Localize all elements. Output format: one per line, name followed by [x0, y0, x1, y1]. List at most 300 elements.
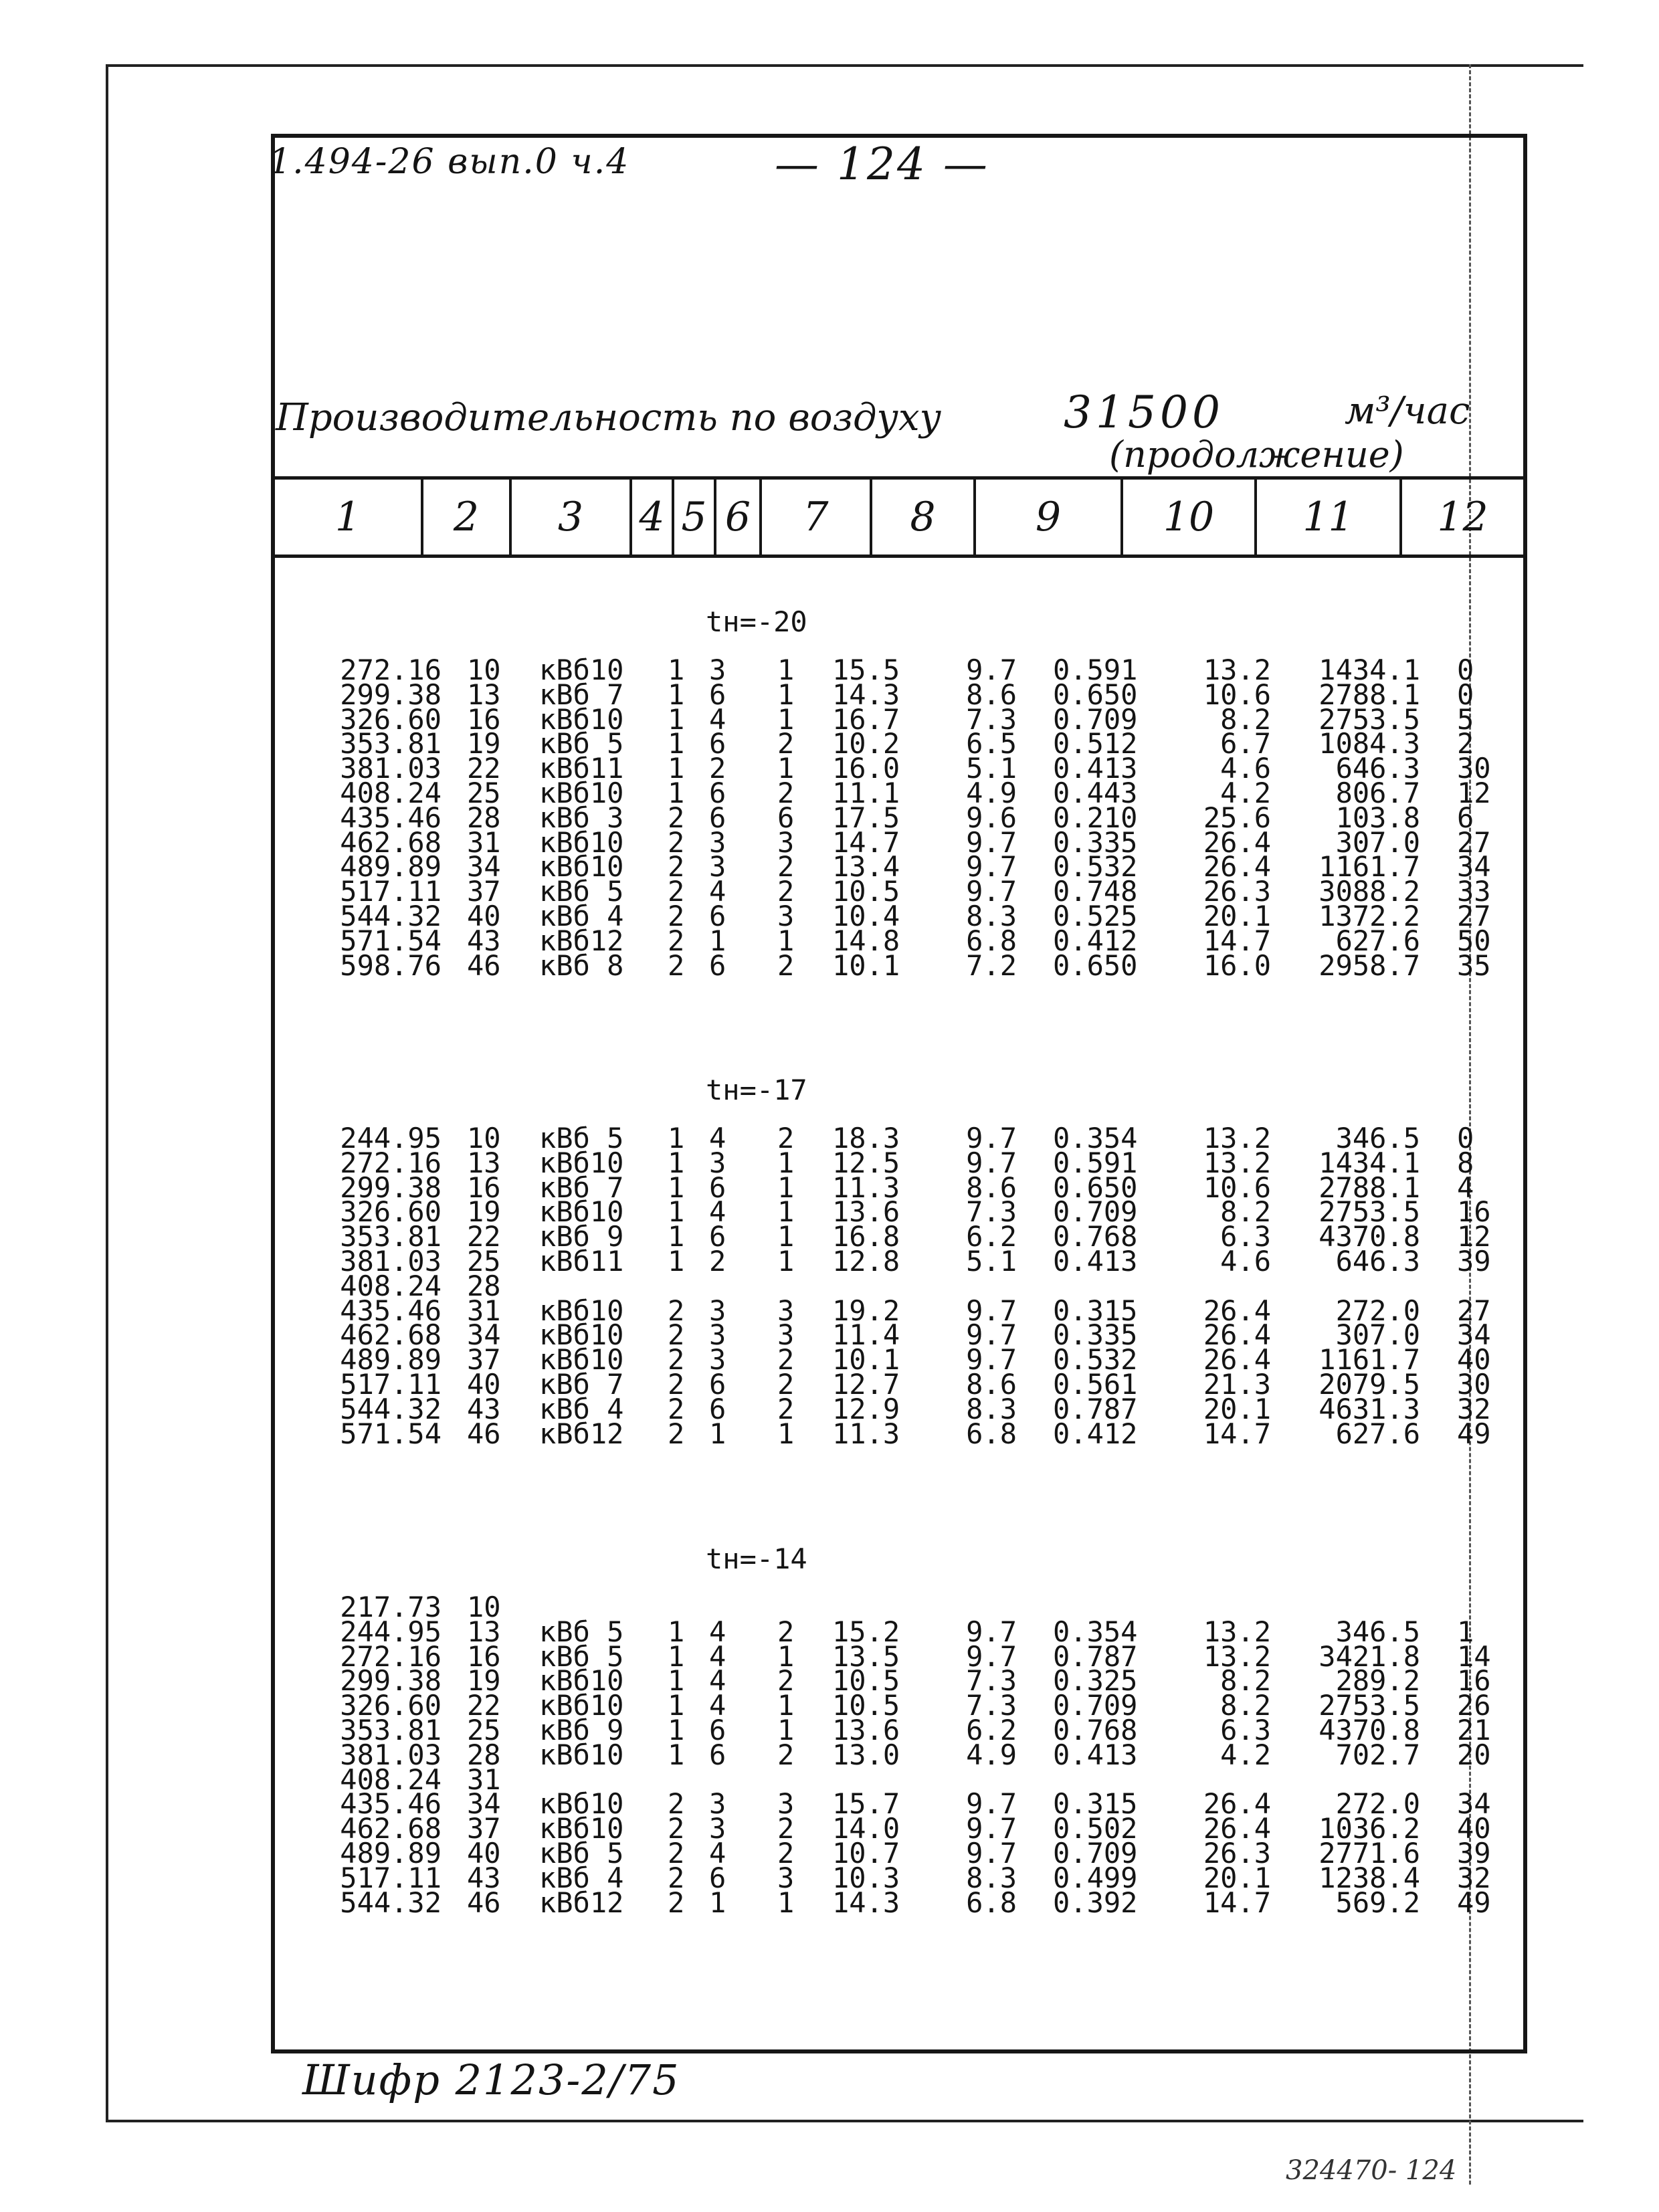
table-cell: 1 [668, 1220, 685, 1253]
table-cell: 4.6 [1220, 1245, 1271, 1278]
table-cell: 14.7 [1203, 1417, 1271, 1450]
table-cell: 9.7 [966, 1640, 1017, 1673]
table-cell: 34 [1457, 1787, 1491, 1820]
table-cell: 9.7 [966, 850, 1017, 883]
table-cell: кВб10 [539, 826, 624, 859]
table-cell: 10.7 [832, 1837, 900, 1870]
table-cell: кВб10 [539, 1146, 624, 1179]
table-cell: 2 [668, 1368, 685, 1401]
table-cell: 50 [1457, 924, 1491, 957]
table-cell: кВб10 [539, 1812, 624, 1845]
table-cell: 3 [709, 826, 726, 859]
airflow-unit: м³/час [1345, 389, 1470, 433]
table-cell: 13.2 [1203, 1640, 1271, 1673]
table-cell: 299.38 [340, 678, 442, 711]
table-cell: 27 [1457, 826, 1491, 859]
table-cell: 26.4 [1203, 1318, 1271, 1351]
table-cell: кВб 7 [539, 1171, 624, 1204]
table-cell: 646.3 [1335, 752, 1420, 785]
table-cell: 12 [1457, 777, 1491, 809]
table-cell: 544.32 [340, 1886, 442, 1919]
table-cell: кВб10 [539, 703, 624, 736]
table-cell: кВб12 [539, 1886, 624, 1919]
table-cell: 28 [467, 1270, 501, 1302]
table-cell: 1 [668, 703, 685, 736]
table-cell: 7.3 [966, 1664, 1017, 1697]
table-cell: 17.5 [832, 801, 900, 834]
airflow-value: 31500 [1064, 387, 1224, 438]
table-cell: 39 [1457, 1245, 1491, 1278]
table-cell: 806.7 [1335, 777, 1420, 809]
table-cell: 1161.7 [1319, 850, 1420, 883]
table-cell: 0.315 [1053, 1294, 1138, 1327]
table-cell: 8.2 [1220, 1664, 1271, 1697]
table-cell: 16 [467, 703, 501, 736]
table-cell: 14.7 [832, 826, 900, 859]
table-cell: 0.768 [1053, 1220, 1138, 1253]
table-cell: 16 [467, 1171, 501, 1204]
table-cell: 7.3 [966, 1689, 1017, 1722]
table-cell: 217.73 [340, 1591, 442, 1623]
table-cell: 2 [668, 850, 685, 883]
table-cell: 6 [1457, 801, 1474, 834]
table-cell: 627.6 [1335, 924, 1420, 957]
table-cell: 627.6 [1335, 1417, 1420, 1450]
table-cell: 1161.7 [1319, 1343, 1420, 1376]
table-cell: 326.60 [340, 1689, 442, 1722]
table-cell: 16.8 [832, 1220, 900, 1253]
table-cell: 244.95 [340, 1122, 442, 1154]
table-cell: 11.3 [832, 1417, 900, 1450]
table-cell: 381.03 [340, 752, 442, 785]
table-cell: 8.6 [966, 1368, 1017, 1401]
table-cell: кВб10 [539, 653, 624, 686]
table-cell: 14.3 [832, 1886, 900, 1919]
table-cell: 1 [777, 1714, 795, 1746]
table-cell: 19.2 [832, 1294, 900, 1327]
table-cell: 4.6 [1220, 752, 1271, 785]
table-cell: кВб10 [539, 1318, 624, 1351]
table-cell: 49 [1457, 1886, 1491, 1919]
table-cell: 19 [467, 1195, 501, 1228]
table-cell: кВб 9 [539, 1220, 624, 1253]
table-cell: кВб 5 [539, 727, 624, 760]
table-cell: 408.24 [340, 1270, 442, 1302]
table-cell: 3 [709, 1343, 726, 1376]
table-cell: 435.46 [340, 1787, 442, 1820]
table-cell: 4370.8 [1319, 1714, 1420, 1746]
table-cell: 8.2 [1220, 703, 1271, 736]
table-cell: 2 [777, 1738, 795, 1771]
table-cell: 3 [709, 850, 726, 883]
table-cell: 1 [777, 1417, 795, 1450]
table-cell: 6.2 [966, 1714, 1017, 1746]
table-cell: 6.3 [1220, 1714, 1271, 1746]
table-cell: 346.5 [1335, 1122, 1420, 1154]
table-cell: 15.7 [832, 1787, 900, 1820]
table-cell: 13.2 [1203, 653, 1271, 686]
table-cell: 8.6 [966, 678, 1017, 711]
table-cell: 12.9 [832, 1393, 900, 1425]
table-cell: 14 [1457, 1640, 1491, 1673]
table-cell: 103.8 [1335, 801, 1420, 834]
table-cell: 6 [709, 1220, 726, 1253]
table-cell: кВб10 [539, 1195, 624, 1228]
table-cell: 26.4 [1203, 1787, 1271, 1820]
table-cell: 6 [709, 777, 726, 809]
continuation-note: (продолжение) [1109, 433, 1404, 476]
table-cell: 4.9 [966, 777, 1017, 809]
table-cell: 7.2 [966, 949, 1017, 982]
table-cell: 13.2 [1203, 1122, 1271, 1154]
table-cell: 0.787 [1053, 1640, 1138, 1673]
table-cell: 37 [467, 1343, 501, 1376]
table-cell: 0.709 [1053, 1195, 1138, 1228]
column-header: 2 [423, 480, 512, 555]
table-cell: 3 [709, 1294, 726, 1327]
table-cell: 1 [668, 752, 685, 785]
table-cell: 0.335 [1053, 826, 1138, 859]
table-cell: 1 [709, 1417, 726, 1450]
table-cell: 489.89 [340, 1343, 442, 1376]
table-cell: 569.2 [1335, 1886, 1420, 1919]
table-cell: 6 [709, 1171, 726, 1204]
table-cell: 1036.2 [1319, 1812, 1420, 1845]
table-cell: кВб10 [539, 850, 624, 883]
table-cell: 1434.1 [1319, 1146, 1420, 1179]
table-cell: 2 [668, 1294, 685, 1327]
table-cell: 1 [777, 1689, 795, 1722]
table-cell: 1 [668, 727, 685, 760]
table-cell: 517.11 [340, 1862, 442, 1894]
table-cell: 10 [467, 1122, 501, 1154]
table-cell: 3 [777, 1318, 795, 1351]
table-cell: 8.2 [1220, 1195, 1271, 1228]
table-cell: 0.512 [1053, 727, 1138, 760]
table-cell: 326.60 [340, 1195, 442, 1228]
table-cell: 4.9 [966, 1738, 1017, 1771]
table-cell: кВб 5 [539, 1615, 624, 1648]
table-cell: 2 [777, 850, 795, 883]
table-cell: 10.4 [832, 900, 900, 932]
table-cell: 12.7 [832, 1368, 900, 1401]
table-cell: кВб10 [539, 1294, 624, 1327]
table-cell: 9.6 [966, 801, 1017, 834]
table-cell: 26.4 [1203, 1812, 1271, 1845]
table-cell: 20 [1457, 1738, 1491, 1771]
table-cell: кВб10 [539, 1689, 624, 1722]
table-cell: 2 [777, 875, 795, 908]
table-cell: 0.532 [1053, 850, 1138, 883]
archive-stamp: 324470- 124 [1286, 2155, 1457, 2186]
column-header: 8 [872, 480, 976, 555]
table-cell: кВб 4 [539, 900, 624, 932]
table-cell: 2 [668, 826, 685, 859]
table-cell: 0.392 [1053, 1886, 1138, 1919]
table-cell: 9.7 [966, 653, 1017, 686]
table-cell: 353.81 [340, 727, 442, 760]
table-cell: 13.2 [1203, 1146, 1271, 1179]
table-cell: кВб 5 [539, 875, 624, 908]
table-cell: 0.502 [1053, 1812, 1138, 1845]
table-cell: 10.5 [832, 875, 900, 908]
table-cell: 2 [777, 1368, 795, 1401]
table-cell: 6 [709, 1738, 726, 1771]
table-cell: 46 [467, 949, 501, 982]
table-cell: 0.709 [1053, 1689, 1138, 1722]
table-cell: 8.3 [966, 1862, 1017, 1894]
table-cell: кВб 7 [539, 1368, 624, 1401]
table-cell: 1 [777, 678, 795, 711]
table-cell: 2 [668, 1417, 685, 1450]
table-cell: 4.2 [1220, 777, 1271, 809]
table-cell: 2 [777, 1615, 795, 1648]
table-cell: 25 [467, 777, 501, 809]
table-cell: 6 [709, 949, 726, 982]
table-cell: 435.46 [340, 801, 442, 834]
table-cell: 27 [1457, 1294, 1491, 1327]
table-cell: 13 [467, 678, 501, 711]
column-header: 1 [275, 480, 423, 555]
table-cell: 31 [467, 1763, 501, 1796]
table-cell: 12.8 [832, 1245, 900, 1278]
table-cell: 0.591 [1053, 653, 1138, 686]
table-cell: 11.1 [832, 777, 900, 809]
table-cell: 10.2 [832, 727, 900, 760]
table-cell: 4631.3 [1319, 1393, 1420, 1425]
table-cell: 2 [668, 1812, 685, 1845]
table-cell: 4 [709, 1615, 726, 1648]
table-cell: 0.650 [1053, 1171, 1138, 1204]
table-cell: 4 [709, 1837, 726, 1870]
table-cell: 6 [709, 900, 726, 932]
table-cell: 0.650 [1053, 678, 1138, 711]
table-cell: 2753.5 [1319, 703, 1420, 736]
table-cell: 702.7 [1335, 1738, 1420, 1771]
table-cell: 34 [467, 850, 501, 883]
table-cell: 14.7 [1203, 924, 1271, 957]
section-label: tн=-17 [706, 1074, 807, 1106]
table-cell: 4 [1457, 1171, 1474, 1204]
table-cell: кВб 5 [539, 1122, 624, 1154]
column-header: 12 [1437, 494, 1488, 540]
table-cell: 2 [668, 1837, 685, 1870]
table-cell: 34 [467, 1318, 501, 1351]
table-cell: 517.11 [340, 875, 442, 908]
table-cell: 34 [467, 1787, 501, 1820]
table-cell: 1 [777, 752, 795, 785]
table-cell: 10.1 [832, 1343, 900, 1376]
table-cell: 5.1 [966, 752, 1017, 785]
section-label: tн=-14 [706, 1542, 807, 1575]
table-cell: 353.81 [340, 1714, 442, 1746]
table-cell: 0.768 [1053, 1714, 1138, 1746]
table-cell: 15.5 [832, 653, 900, 686]
table-cell: 2 [1457, 727, 1474, 760]
table-cell: 40 [1457, 1343, 1491, 1376]
table-cell: 4370.8 [1319, 1220, 1420, 1253]
table-cell: 16 [1457, 1195, 1491, 1228]
table-cell: 3 [777, 900, 795, 932]
table-cell: 244.95 [340, 1615, 442, 1648]
table-cell: 21 [1457, 1714, 1491, 1746]
table-cell: 4 [709, 1195, 726, 1228]
table-cell: 6 [709, 1714, 726, 1746]
table-cell: 0.748 [1053, 875, 1138, 908]
column-header: 3 [512, 480, 632, 555]
table-cell: 0.561 [1053, 1368, 1138, 1401]
table-cell: 8 [1457, 1146, 1474, 1179]
table-cell: 9.7 [966, 1122, 1017, 1154]
table-cell: 3 [709, 1318, 726, 1351]
table-cell: 14.3 [832, 678, 900, 711]
table-cell: 489.89 [340, 850, 442, 883]
table-cell: 1 [668, 678, 685, 711]
table-cell: 16.0 [832, 752, 900, 785]
table-cell: 1 [668, 653, 685, 686]
table-cell: 307.0 [1335, 826, 1420, 859]
table-cell: 19 [467, 727, 501, 760]
table-cell: 21.3 [1203, 1368, 1271, 1401]
table-cell: 272.16 [340, 1640, 442, 1673]
table-cell: 9.7 [966, 1294, 1017, 1327]
table-cell: 25 [467, 1245, 501, 1278]
table-cell: 0 [1457, 1122, 1474, 1154]
table-cell: 10.3 [832, 1862, 900, 1894]
table-cell: 8.3 [966, 900, 1017, 932]
table-cell: 2 [668, 949, 685, 982]
table-cell: 4 [709, 703, 726, 736]
table-cell: 2 [777, 1812, 795, 1845]
table-cell: 46 [467, 1886, 501, 1919]
table-cell: 646.3 [1335, 1245, 1420, 1278]
table-cell: 489.89 [340, 1837, 442, 1870]
table-cell: 435.46 [340, 1294, 442, 1327]
table-cell: 1 [668, 1615, 685, 1648]
table-cell: 12.5 [832, 1146, 900, 1179]
table-cell: 22 [467, 1220, 501, 1253]
table-cell: кВб11 [539, 752, 624, 785]
table-cell: 9.7 [966, 875, 1017, 908]
table-cell: 4 [709, 1122, 726, 1154]
table-cell: 0.650 [1053, 949, 1138, 982]
table-cell: 34 [1457, 850, 1491, 883]
table-cell: 2 [777, 1837, 795, 1870]
table-cell: 0.413 [1053, 1245, 1138, 1278]
table-cell: кВб 8 [539, 949, 624, 982]
table-cell: 16 [467, 1640, 501, 1673]
table-cell: 13.4 [832, 850, 900, 883]
table-cell: 0.210 [1053, 801, 1138, 834]
table-cell: 1 [777, 1195, 795, 1228]
table-cell: 3088.2 [1319, 875, 1420, 908]
section-label: tн=-20 [706, 605, 807, 638]
table-cell: 3 [709, 1146, 726, 1179]
table-cell: 26.4 [1203, 1294, 1271, 1327]
table-cell: 1 [668, 777, 685, 809]
table-cell: 289.2 [1335, 1664, 1420, 1697]
table-cell: 30 [1457, 1368, 1491, 1401]
table-cell: 9.7 [966, 1318, 1017, 1351]
column-header: 11 [1257, 480, 1402, 555]
table-cell: 1 [777, 703, 795, 736]
table-cell: 272.0 [1335, 1294, 1420, 1327]
table-cell: 0.412 [1053, 924, 1138, 957]
table-cell: 2753.5 [1319, 1195, 1420, 1228]
table-cell: 0.335 [1053, 1318, 1138, 1351]
table-cell: 35 [1457, 949, 1491, 982]
table-cell: 272.16 [340, 653, 442, 686]
table-cell: 16 [1457, 1664, 1491, 1697]
table-cell: 1 [777, 653, 795, 686]
table-cell: 3 [777, 826, 795, 859]
table-cell: 1 [777, 1220, 795, 1253]
table-cell: 13.6 [832, 1714, 900, 1746]
table-cell: 2 [777, 777, 795, 809]
table-cell: 6 [709, 801, 726, 834]
page-number: — 124 — [775, 138, 989, 190]
table-cell: кВб 4 [539, 1862, 624, 1894]
column-header: 4 [632, 480, 674, 555]
column-header: 10 [1123, 480, 1257, 555]
table-cell: кВб10 [539, 1787, 624, 1820]
table-cell: 598.76 [340, 949, 442, 982]
table-cell: 31 [467, 826, 501, 859]
table-cell: 6.5 [966, 727, 1017, 760]
table-cell: 13.5 [832, 1640, 900, 1673]
table-cell: 3 [709, 653, 726, 686]
table-cell: 27 [1457, 900, 1491, 932]
table-cell: 2753.5 [1319, 1689, 1420, 1722]
table-cell: 2 [668, 1393, 685, 1425]
table-cell: кВб12 [539, 1417, 624, 1450]
table-cell: 6 [777, 801, 795, 834]
table-cell: 16.7 [832, 703, 900, 736]
table-cell: 1 [668, 1245, 685, 1278]
table-cell: 462.68 [340, 1812, 442, 1845]
table-cell: 49 [1457, 1417, 1491, 1450]
table-cell: 6.8 [966, 1886, 1017, 1919]
table-cell: 0.325 [1053, 1664, 1138, 1697]
column-header-row [275, 476, 1523, 558]
table-cell: кВб11 [539, 1245, 624, 1278]
table-cell: 0 [1457, 653, 1474, 686]
table-cell: 8.3 [966, 1393, 1017, 1425]
table-cell: 25 [467, 1714, 501, 1746]
table-cell: 2 [777, 1122, 795, 1154]
table-cell: 30 [1457, 752, 1491, 785]
table-cell: 2 [777, 949, 795, 982]
table-cell: 0.413 [1053, 1738, 1138, 1771]
table-cell: 1 [1457, 1615, 1474, 1648]
table-cell: 12 [1457, 1220, 1491, 1253]
table-cell: 14.0 [832, 1812, 900, 1845]
table-cell: 9.7 [966, 1787, 1017, 1820]
column-header: 6 [716, 480, 762, 555]
table-cell: кВб10 [539, 777, 624, 809]
table-cell: 9.7 [966, 1812, 1017, 1845]
table-cell: 326.60 [340, 703, 442, 736]
column-header: 9 [976, 480, 1123, 555]
column-header: 5 [674, 480, 716, 555]
table-cell: 6 [709, 1393, 726, 1425]
table-cell: 1 [709, 1886, 726, 1919]
table-cell: 40 [1457, 1812, 1491, 1845]
table-cell: 2 [777, 727, 795, 760]
table-cell: 3 [777, 1862, 795, 1894]
table-cell: 1238.4 [1319, 1862, 1420, 1894]
table-cell: 272.0 [1335, 1787, 1420, 1820]
